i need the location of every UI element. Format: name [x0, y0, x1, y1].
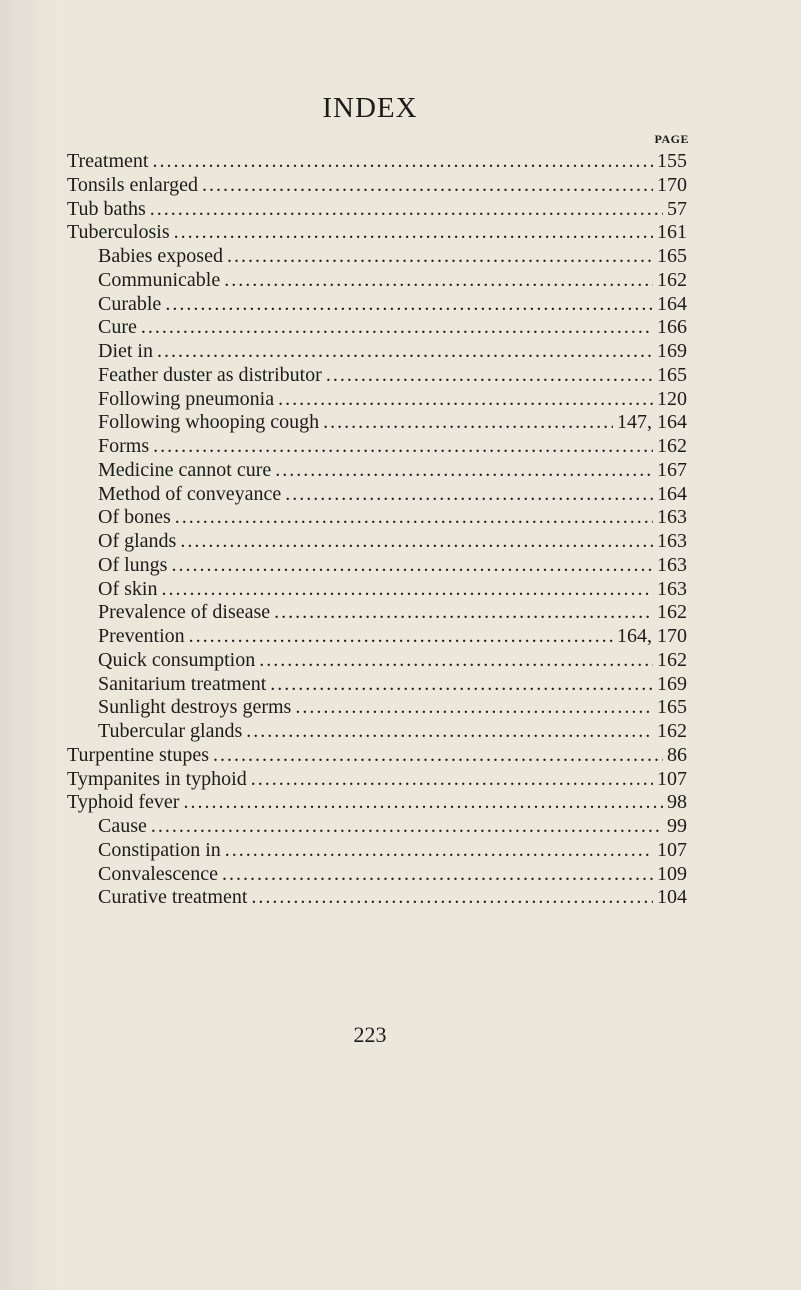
dot-leader	[157, 340, 653, 364]
dot-leader	[270, 673, 653, 697]
dot-leader	[183, 791, 663, 815]
entry-pages: 164	[657, 482, 687, 505]
entry-pages: 163	[657, 530, 687, 552]
entry-pages: 109	[657, 862, 687, 885]
dot-leader	[152, 150, 653, 174]
entry-label: Method of conveyance	[98, 482, 282, 505]
dot-leader	[180, 530, 653, 554]
entry-pages: 166	[657, 316, 687, 339]
dot-leader	[225, 839, 653, 863]
entry-pages: 164, 170	[617, 625, 687, 647]
index-subentry	[67, 269, 687, 293]
entry-label: Of bones	[98, 506, 171, 529]
entry-pages: 163	[657, 553, 687, 576]
entry-pages: 104	[657, 886, 687, 909]
dot-leader	[161, 578, 653, 602]
index-subentry	[67, 863, 687, 887]
entry-pages: 170	[657, 173, 687, 196]
index-entry	[67, 150, 687, 174]
index-subentry	[67, 340, 687, 364]
index-subentry	[67, 815, 687, 839]
dot-leader	[202, 174, 653, 198]
dot-leader	[213, 744, 663, 768]
index-subentry	[67, 435, 687, 459]
dot-leader	[150, 198, 663, 222]
entry-label: Tuberculosis	[67, 221, 170, 244]
entry-label: Prevention	[98, 625, 185, 647]
entry-label: Cause	[98, 815, 147, 837]
index-subentry	[67, 839, 687, 863]
entry-pages: 98	[667, 791, 687, 814]
entry-label: Following pneumonia	[98, 387, 275, 410]
page-column-header: PAGE	[654, 132, 689, 146]
dot-leader	[259, 649, 653, 673]
entry-pages: 162	[657, 720, 687, 742]
entry-pages: 165	[657, 245, 687, 267]
entry-pages: 107	[657, 838, 687, 861]
entry-pages: 86	[667, 743, 687, 766]
index-subentry	[67, 388, 687, 412]
index-subentry	[67, 411, 687, 435]
index-entry	[67, 744, 687, 768]
entry-label: Tympanites in typhoid	[67, 767, 247, 790]
entry-label: Forms	[98, 435, 150, 457]
index-entry	[67, 174, 687, 198]
index-subentry	[67, 483, 687, 507]
index-subentry	[67, 506, 687, 530]
index-subentry	[67, 696, 687, 720]
entry-label: Prevalence of disease	[98, 601, 271, 624]
dot-leader	[165, 293, 653, 317]
entry-label: Babies exposed	[98, 245, 223, 267]
entry-label: Tubercular glands	[98, 720, 243, 742]
entry-label: Tub baths	[67, 197, 146, 220]
entry-pages: 120	[657, 387, 687, 410]
dot-leader	[278, 388, 653, 412]
entry-pages: 164	[657, 292, 687, 315]
index-subentry	[67, 720, 687, 744]
entry-label: Medicine cannot cure	[98, 458, 272, 481]
index-subentry	[67, 578, 687, 602]
entry-pages: 165	[657, 363, 687, 386]
dot-leader	[189, 625, 613, 649]
entry-label: Cure	[98, 316, 137, 339]
dot-leader	[175, 506, 653, 530]
dot-leader	[285, 483, 653, 507]
entry-label: Curative treatment	[98, 886, 248, 909]
dot-leader	[174, 221, 653, 245]
dot-leader	[275, 459, 653, 483]
index-subentry	[67, 601, 687, 625]
entry-label: Feather duster as distributor	[98, 363, 322, 386]
index-subentry	[67, 459, 687, 483]
entry-label: Constipation in	[98, 838, 221, 861]
entry-pages: 162	[657, 268, 687, 291]
index-entry	[67, 791, 687, 815]
dot-leader	[323, 411, 613, 435]
entry-pages: 147, 164	[617, 411, 687, 434]
index-entry	[67, 198, 687, 222]
index-entry	[67, 221, 687, 245]
entry-pages: 163	[657, 577, 687, 600]
dot-leader	[326, 364, 653, 388]
entry-label: Communicable	[98, 268, 221, 291]
index-subentry	[67, 886, 687, 910]
entry-label: Turpentine stupes	[67, 743, 210, 766]
entry-label: Of skin	[98, 577, 158, 600]
entry-pages: 107	[657, 767, 687, 790]
entry-pages: 162	[657, 648, 687, 671]
entry-label: Tonsils enlarged	[67, 173, 198, 196]
dot-leader	[171, 554, 653, 578]
dot-leader	[153, 435, 653, 459]
entry-pages: 169	[657, 340, 687, 362]
entry-pages: 162	[657, 601, 687, 624]
entry-pages: 155	[657, 150, 687, 172]
entry-label: Typhoid fever	[67, 791, 180, 814]
page-title: INDEX	[322, 92, 418, 124]
dot-leader	[227, 245, 653, 269]
index-subentry	[67, 673, 687, 697]
entry-pages: 161	[657, 221, 687, 244]
entry-label: Sanitarium treatment	[98, 672, 267, 695]
entry-label: Of glands	[98, 530, 177, 552]
entry-label: Convalescence	[98, 862, 218, 885]
entry-label: Diet in	[98, 340, 153, 362]
entry-label: Of lungs	[98, 553, 168, 576]
dot-leader	[295, 696, 653, 720]
entry-pages: 57	[667, 197, 687, 220]
entry-label: Quick consumption	[98, 648, 256, 671]
index-list	[67, 150, 687, 910]
entry-pages: 165	[657, 696, 687, 719]
dot-leader	[141, 316, 653, 340]
index-subentry	[67, 245, 687, 269]
index-subentry	[67, 316, 687, 340]
entry-pages: 163	[657, 506, 687, 529]
index-subentry	[67, 293, 687, 317]
index-entry	[67, 768, 687, 792]
dot-leader	[251, 768, 653, 792]
entry-pages: 169	[657, 672, 687, 695]
entry-pages: 167	[657, 458, 687, 481]
page-number: 223	[353, 1022, 387, 1047]
dot-leader	[222, 863, 653, 887]
entry-label: Curable	[98, 292, 162, 315]
dot-leader	[246, 720, 653, 744]
dot-leader	[251, 886, 653, 910]
entry-label: Sunlight destroys germs	[98, 696, 292, 719]
dot-leader	[151, 815, 663, 839]
index-subentry	[67, 625, 687, 649]
index-subentry	[67, 554, 687, 578]
dot-leader	[274, 601, 653, 625]
index-subentry	[67, 364, 687, 388]
entry-label: Treatment	[67, 150, 149, 172]
dot-leader	[224, 269, 653, 293]
entry-pages: 99	[667, 815, 687, 837]
entry-label: Following whooping cough	[98, 411, 320, 434]
entry-pages: 162	[657, 435, 687, 457]
index-subentry	[67, 530, 687, 554]
index-subentry	[67, 649, 687, 673]
